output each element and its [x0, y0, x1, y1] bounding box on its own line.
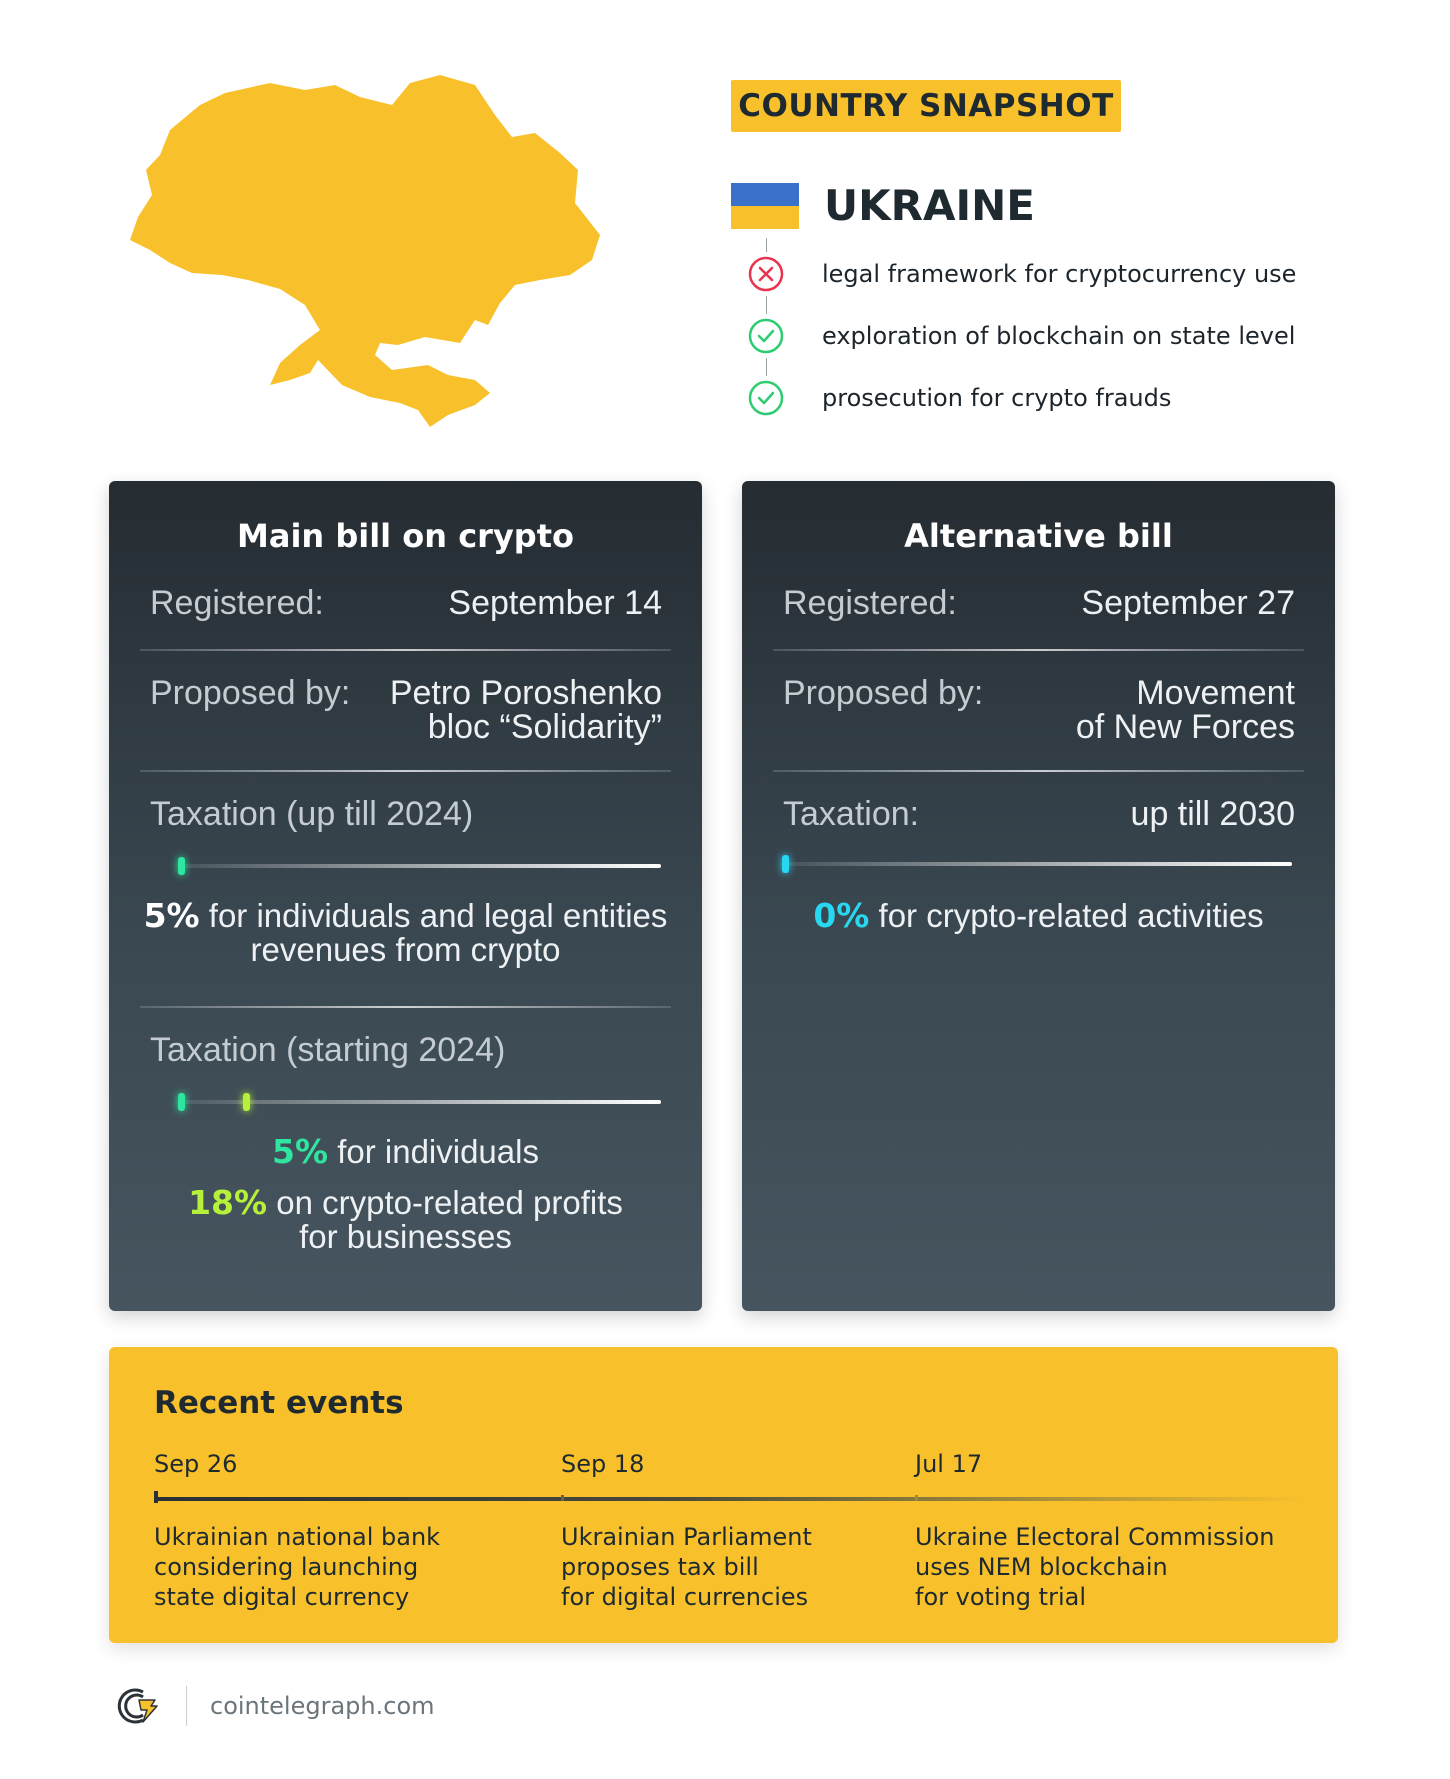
tax-bar	[181, 864, 661, 868]
status-text-blockchain-exploration: exploration of blockchain on state level	[822, 322, 1296, 350]
event-date: Sep 18	[561, 1450, 645, 1478]
proposed-label: Proposed by:	[783, 674, 984, 712]
tax2-pct-b: 18%	[188, 1183, 268, 1222]
tax2-note-a	[129, 1132, 682, 1171]
proposed-value-line1: Movement	[1136, 674, 1295, 712]
tax2-text-b: on crypto-related profits	[267, 1184, 623, 1221]
cross-circle-icon	[747, 255, 785, 293]
divider	[773, 649, 1304, 651]
timeline-marker	[154, 1491, 158, 1503]
country-name: UKRAINE	[824, 181, 1035, 230]
footer-site-link[interactable]: cointelegraph.com	[210, 1692, 435, 1720]
event-date: Sep 26	[154, 1450, 238, 1478]
taxation-value: up till 2030	[1130, 795, 1295, 833]
tax2-note-b-line2: for businesses	[299, 1218, 512, 1255]
ukraine-flag-icon	[731, 183, 799, 229]
events-timeline	[154, 1497, 1304, 1501]
tax2-text-a: for individuals	[328, 1133, 539, 1170]
registered-label: Registered:	[150, 584, 324, 622]
tax1-note-line1	[129, 896, 682, 935]
cointelegraph-logo-icon[interactable]	[113, 1686, 163, 1726]
tax-tick-5pct	[178, 857, 185, 875]
tax2-pct-a: 5%	[272, 1132, 329, 1171]
card-title: Main bill on crypto	[237, 517, 574, 555]
ukraine-map-icon	[130, 75, 670, 430]
taxation-label: Taxation (starting 2024)	[150, 1031, 506, 1069]
tax-bar	[784, 862, 1292, 866]
tax-bar	[181, 1100, 661, 1104]
tax2-note-b-line1	[129, 1183, 682, 1222]
country-snapshot-tag: COUNTRY SNAPSHOT	[731, 80, 1121, 132]
check-circle-icon	[747, 379, 785, 417]
tax1-text: for individuals and legal entities	[199, 897, 668, 934]
registered-value: September 27	[1081, 584, 1295, 622]
connector-line	[766, 296, 767, 314]
connector-line	[766, 238, 767, 252]
proposed-label: Proposed by:	[150, 674, 351, 712]
recent-events-panel	[109, 1347, 1338, 1643]
event-text: Ukraine Electoral Commission uses NEM blockchain for voting trial	[915, 1523, 1275, 1611]
events-title: Recent events	[154, 1385, 404, 1421]
timeline-marker	[915, 1495, 918, 1501]
divider	[140, 1006, 671, 1008]
card-title: Alternative bill	[904, 517, 1173, 555]
event-text: Ukrainian Parliament proposes tax bill for digital currencies	[561, 1523, 812, 1611]
footer-divider	[186, 1686, 187, 1726]
tax1-pct: 5%	[143, 896, 200, 935]
proposed-value-line1: Petro Poroshenko	[389, 674, 662, 712]
connector-line	[766, 358, 767, 376]
divider	[140, 770, 671, 772]
event-date: Jul 17	[915, 1450, 983, 1478]
status-text-crypto-fraud-prosecution: prosecution for crypto frauds	[822, 384, 1172, 412]
check-circle-icon	[747, 317, 785, 355]
alt-tax-pct: 0%	[813, 896, 870, 935]
timeline-marker	[561, 1495, 564, 1501]
divider	[773, 770, 1304, 772]
alt-tax-text: for crypto-related activities	[869, 897, 1264, 934]
taxation-label: Taxation (up till 2024)	[150, 795, 474, 833]
proposed-value-line2: of New Forces	[1075, 708, 1295, 746]
alternative-bill-card	[742, 481, 1335, 1311]
taxation-label: Taxation:	[783, 795, 920, 833]
proposed-value-line2: bloc “Solidarity”	[427, 708, 662, 746]
alt-tax-note	[762, 896, 1315, 935]
event-text: Ukrainian national bank considering launching state digital currency	[154, 1523, 441, 1611]
registered-value: September 14	[448, 584, 662, 622]
tax-tick-5pct	[178, 1093, 185, 1111]
tax-tick-18pct	[243, 1093, 250, 1111]
tax1-note-line2: revenues from crypto	[250, 931, 561, 968]
divider	[140, 649, 671, 651]
status-text-legal-framework: legal framework for cryptocurrency use	[822, 260, 1297, 288]
main-bill-card	[109, 481, 702, 1311]
tax-tick-0pct	[782, 855, 789, 873]
registered-label: Registered:	[783, 584, 957, 622]
